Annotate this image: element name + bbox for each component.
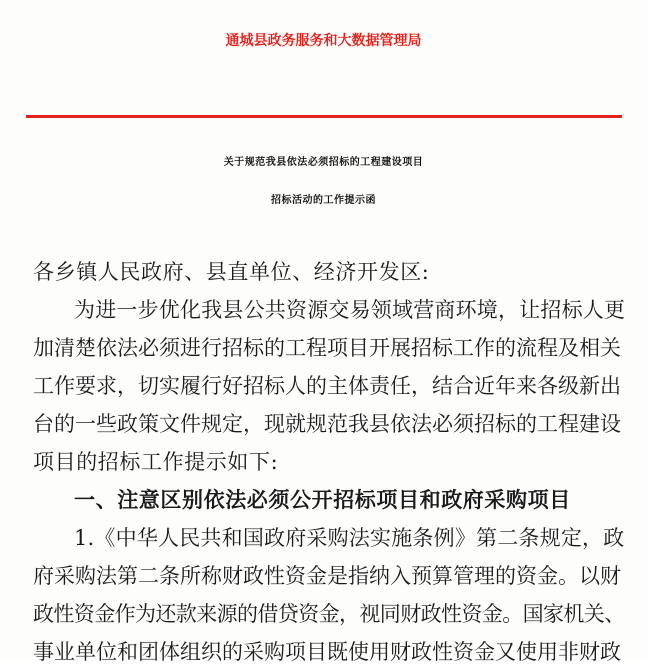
body-line: 政性资金作为还款来源的借贷资金，视同财政性资金。国家机关、 [33, 602, 625, 626]
salutation: 各乡镇人民政府、县直单位、经济开发区: [33, 260, 430, 284]
section-heading: 一、注意区别依法必须公开招标项目和政府采购项目 [74, 488, 571, 512]
body-line: 府采购法第二条所称财政性资金是指纳入预算管理的资金。以财 [33, 564, 621, 588]
body-line: 1.《中华人民共和国政府采购法实施条例》第二条规定，政 [74, 526, 625, 550]
intro-line: 项目的招标工作提示如下: [33, 450, 279, 474]
letterhead-red-rule [26, 115, 622, 118]
intro-line: 加清楚依法必须进行招标的工程项目开展招标工作的流程及相关 [33, 336, 621, 360]
letterhead-title: 通城县政务服务和大数据管理局 [225, 33, 422, 49]
intro-line: 台的一些政策文件规定，现就规范我县依法必须招标的工程建设 [33, 412, 621, 436]
intro-line: 为进一步优化我县公共资源交易领域营商环境，让招标人更 [74, 298, 626, 322]
document-title-line-2: 招标活动的工作提示函 [271, 195, 376, 206]
body-line: 事业单位和团体组织的采购项目既使用财政性资金又使用非财政 [33, 640, 621, 664]
intro-line: 工作要求，切实履行好招标人的主体责任，结合近年来各级新出 [33, 374, 621, 398]
document-title-line-1: 关于规范我县依法必须招标的工程建设项目 [223, 157, 424, 168]
